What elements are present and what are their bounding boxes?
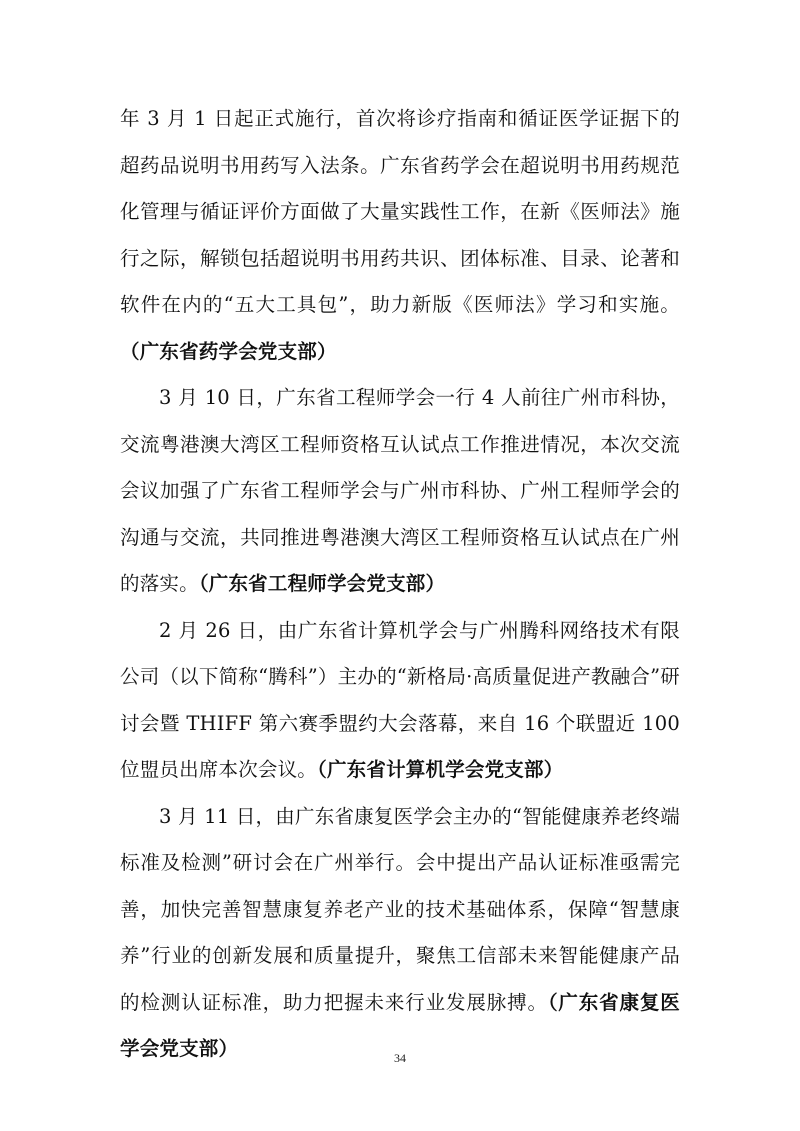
paragraph-source: （广东省康复医学会党支部） <box>120 990 680 1060</box>
paragraph-text: 3 月 11 日，由广东省康复医学会主办的“智能健康养老终端标准及检测”研讨会在广州举行。会中提出产品认证标准亟需完善，加快完善智慧康复养老产业的技术基础体系，保障“智慧康养”行业的创新发展和质量提升，聚焦工信部未来智能健康产品的检测认证标准，助力把握未来行业发展脉搏。 <box>120 804 680 1014</box>
paragraph-text: 年 3 月 1 日起正式施行，首次将诊疗指南和循证医学证据下的超药品说明书用药写入法条。广东省药学会在超说明书用药规范化管理与循证评价方面做了大量实践性工作，在新《医师法》施行之际，解锁包括超说明书用药共识、团体标准、目录、论著和软件在内的“五大工具包”，助力新版《医师法》学习和实施。 <box>120 107 680 316</box>
paragraph-rehabilitation <box>120 794 680 1073</box>
page-body <box>120 96 680 1073</box>
paragraph-source: （广东省工程师学会党支部） <box>198 572 446 595</box>
page-number: 34 <box>394 1051 406 1065</box>
paragraph-engineers <box>120 375 680 608</box>
paragraph-source: （广东省药学会党支部） <box>120 339 337 363</box>
paragraph-text: 2 月 26 日，由广东省计算机学会与广州腾科网络技术有限公司（以下简称“腾科”）主办的“新格局·高质量促进产教融合”研讨会暨 THIFF 第六赛季盟约大会落幕，来自 16 个联盟近 100 位盟员出席本次会议。 <box>120 618 680 781</box>
paragraph-source: （广东省计算机学会党支部） <box>317 758 564 781</box>
paragraph-pharmacy <box>120 96 680 375</box>
paragraph-text: 3 月 10 日，广东省工程师学会一行 4 人前往广州市科协，交流粤港澳大湾区工程师资格互认试点工作推进情况，本次交流会议加强了广东省工程师学会与广州市科协、广州工程师学会的沟通与交流，共同推进粤港澳大湾区工程师资格互认试点在广州的落实。 <box>120 386 680 595</box>
paragraph-computer <box>120 608 680 794</box>
